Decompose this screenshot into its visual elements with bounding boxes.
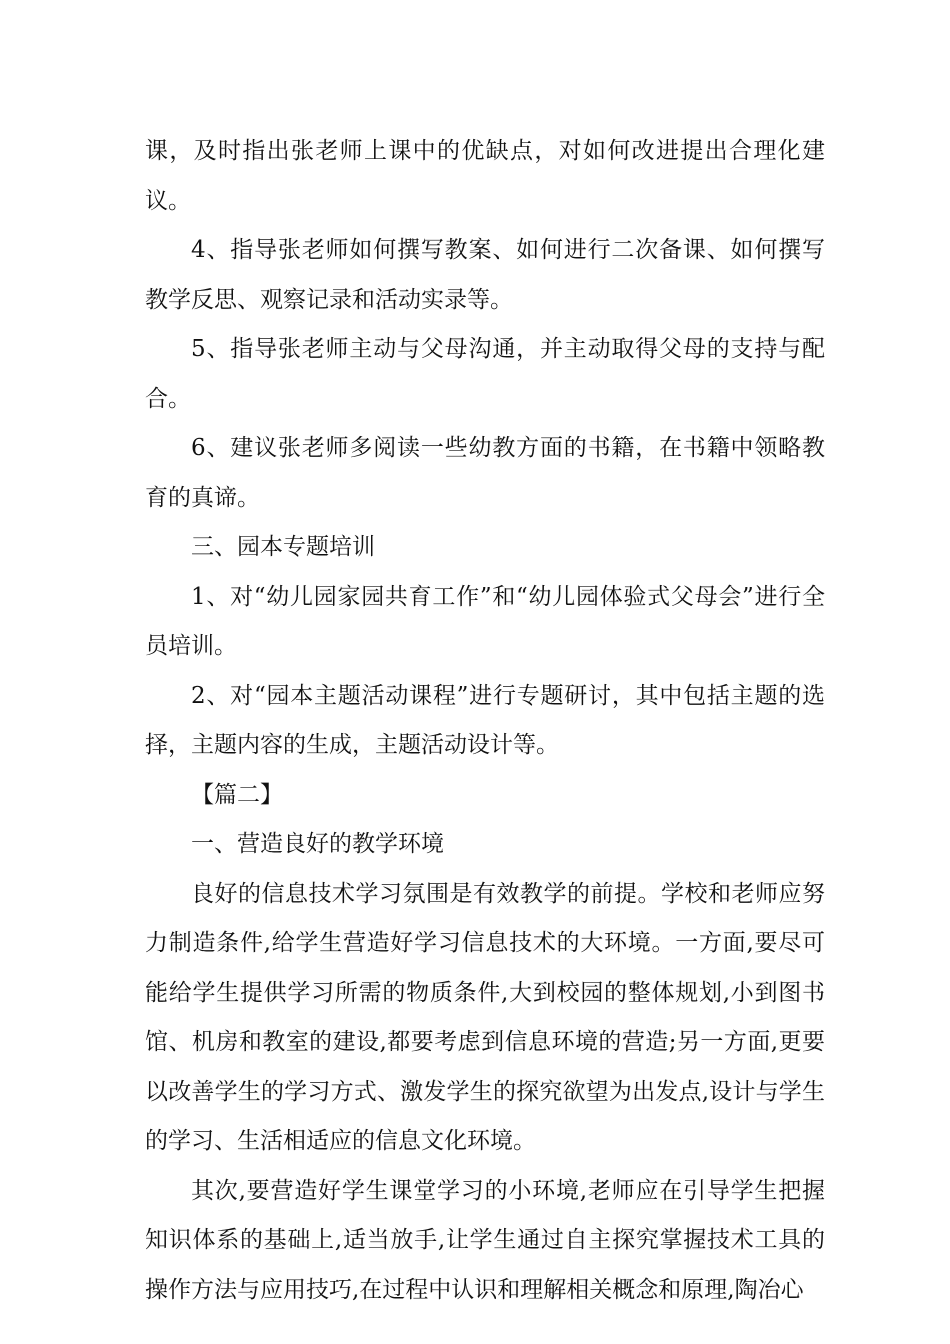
paragraph-item-6: 6、建议张老师多阅读一些幼教方面的书籍，在书籍中领略教育的真谛。 bbox=[145, 435, 825, 511]
document-body bbox=[145, 127, 825, 1315]
paragraph-item-4: 4、指导张老师如何撰写教案、如何进行二次备课、如何撰写教学反思、观察记录和活动实录等。 bbox=[145, 237, 825, 313]
paragraph-item-5: 5、指导张老师主动与父母沟通，并主动取得父母的支持与配合。 bbox=[145, 336, 825, 412]
section-heading-3: 三、园本专题培训 bbox=[191, 534, 375, 560]
paragraph-environment: 良好的信息技术学习氛围是有效教学的前提。学校和老师应努力制造条件,给学生营造好学习信息技术的大环境。一方面,要尽可能给学生提供学习所需的物质条件,大到校园的整体规划,小到图书馆、机房和教室的建设,都要考虑到信息环境的营造;另一方面,更要以改善学生的学习方式、激发学生的探究欲望为出发点,设计与学生的学习、生活相适应的信息文化环境。 bbox=[145, 880, 825, 1154]
paragraph-continuation: 课，及时指出张老师上课中的优缺点，对如何改进提出合理化建议。 bbox=[145, 138, 825, 214]
paragraph-training-2: 2、对“园本主题活动课程”进行专题研讨，其中包括主题的选择，主题内容的生成，主题活动设计等。 bbox=[145, 682, 825, 758]
paragraph-classroom: 其次,要营造好学生课堂学习的小环境,老师应在引导学生把握知识体系的基础上,适当放手,让学生通过自主探究掌握技术工具的操作方法与应用技巧,在过程中认识和理解相关概念和原理,陶冶心 bbox=[145, 1177, 825, 1303]
paragraph-training-1: 1、对“幼儿园家园共育工作”和“幼儿园体验式父母会”进行全员培训。 bbox=[145, 583, 825, 659]
section-heading-1: 一、营造良好的教学环境 bbox=[191, 831, 444, 857]
part-heading: 【篇二】 bbox=[191, 781, 283, 808]
